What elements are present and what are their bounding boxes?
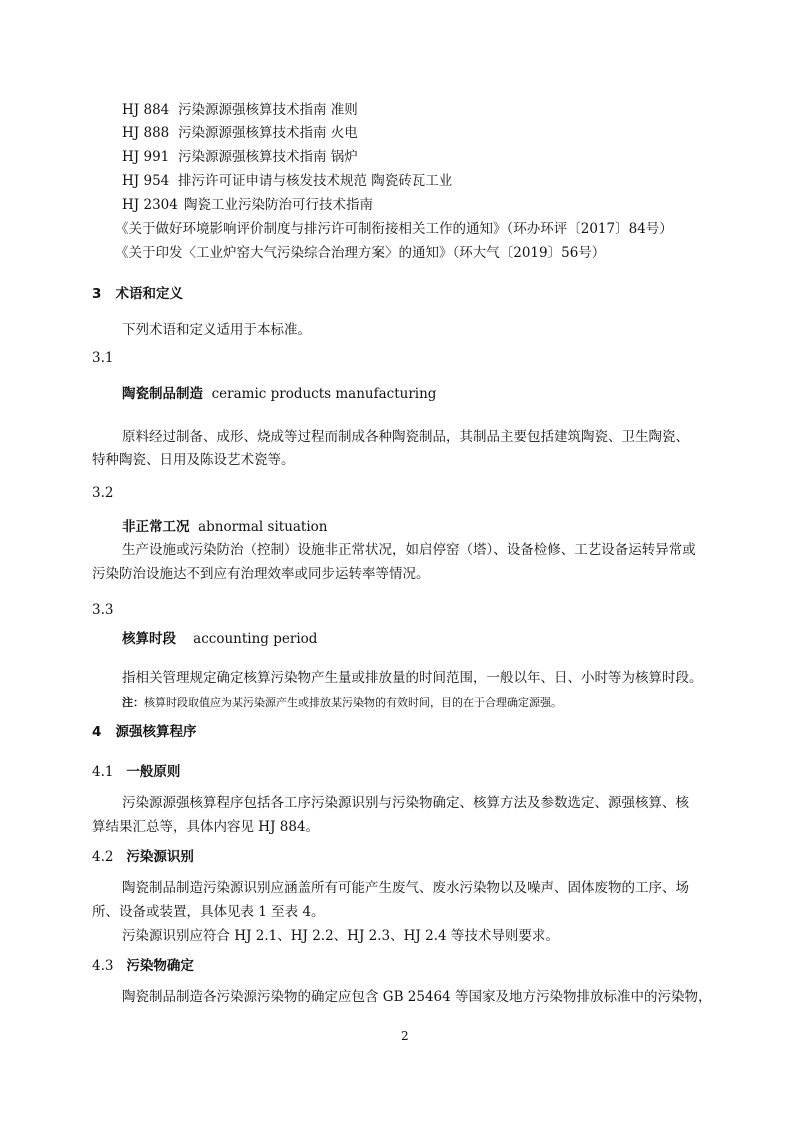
notice-reference: 《关于印发〈工业炉窑大气污染综合治理方案〉的通知》（环大气〔2019〕56号） bbox=[115, 245, 606, 261]
term-definition: 污染防治设施达不到应有治理效率或同步运转率等情况。 bbox=[92, 566, 430, 582]
term-definition: 生产设施或污染防治（控制）设施非正常状况，如启停窑（塔）、设备检修、工艺设备运转异常或 bbox=[122, 542, 696, 558]
subsection-number: 4.3 bbox=[92, 958, 114, 974]
section-heading bbox=[92, 723, 197, 741]
note-label: 注： bbox=[122, 696, 144, 709]
page-number: 2 bbox=[401, 1029, 409, 1043]
note-text: 核算时段取值应为某污染源产生或排放某污染物的有效时间，目的在于合理确定源强。 bbox=[144, 696, 562, 709]
subsection-heading bbox=[92, 848, 194, 866]
reference-item bbox=[122, 172, 452, 190]
term-heading bbox=[122, 518, 328, 536]
reference-code: HJ 991 bbox=[122, 149, 170, 165]
reference-title: 污染源源强核算技术指南 准则 bbox=[178, 102, 358, 118]
term-english: accounting period bbox=[193, 631, 318, 647]
reference-code: HJ 884 bbox=[122, 102, 170, 118]
reference-code: HJ 954 bbox=[122, 173, 170, 189]
reference-code: HJ 888 bbox=[122, 125, 170, 141]
section-number: 4 bbox=[92, 724, 102, 740]
section-heading bbox=[92, 285, 183, 303]
reference-title: 污染源源强核算技术指南 火电 bbox=[178, 125, 358, 141]
subsection-title: 污染源识别 bbox=[126, 849, 194, 865]
subsection-heading bbox=[92, 763, 180, 781]
reference-code: HJ 2304 bbox=[122, 197, 178, 213]
term-note bbox=[122, 694, 562, 712]
reference-item bbox=[122, 124, 358, 142]
reference-item bbox=[122, 101, 358, 119]
paragraph-line: 陶瓷制品制造各污染源污染物的确定应包含 GB 25464 等国家及地方污染物排放标准中的污染物， bbox=[122, 989, 712, 1005]
reference-title: 陶瓷工业污染防治可行技术指南 bbox=[184, 197, 373, 213]
term-definition: 特种陶瓷、日用及陈设艺术瓷等。 bbox=[92, 452, 295, 468]
term-heading bbox=[122, 630, 317, 648]
subsection-title: 一般原则 bbox=[126, 764, 181, 780]
paragraph-line: 污染源源强核算程序包括各工序污染源识别与污染物确定、核算方法及参数选定、源强核算、核 bbox=[122, 795, 689, 811]
section-title: 源强核算程序 bbox=[115, 724, 197, 740]
term-heading bbox=[122, 385, 436, 403]
paragraph-line: 算结果汇总等，具体内容见 HJ 884。 bbox=[92, 819, 320, 835]
term-number: 3.2 bbox=[92, 485, 114, 501]
section-intro: 下列术语和定义适用于本标准。 bbox=[122, 322, 311, 338]
subsection-number: 4.1 bbox=[92, 764, 114, 780]
term-number: 3.3 bbox=[92, 602, 114, 618]
paragraph-line: 陶瓷制品制造污染源识别应涵盖所有可能产生废气、废水污染物以及噪声、固体废物的工序、场 bbox=[122, 880, 689, 896]
term-chinese: 非正常工况 bbox=[122, 519, 190, 535]
term-number: 3.1 bbox=[92, 350, 114, 366]
subsection-title: 污染物确定 bbox=[126, 958, 194, 974]
term-definition: 原料经过制备、成形、烧成等过程而制成各种陶瓷制品，其制品主要包括建筑陶瓷、卫生陶瓷、 bbox=[122, 429, 689, 445]
section-number: 3 bbox=[92, 286, 102, 302]
term-definition: 指相关管理规定确定核算污染物产生量或排放量的时间范围，一般以年、日、小时等为核算时段。 bbox=[122, 670, 703, 686]
reference-item bbox=[122, 196, 373, 214]
reference-title: 污染源源强核算技术指南 锅炉 bbox=[178, 149, 358, 165]
paragraph-line: 所、设备或装置，具体见表 1 至表 4。 bbox=[92, 904, 325, 920]
reference-title: 排污许可证申请与核发技术规范 陶瓷砖瓦工业 bbox=[178, 173, 453, 189]
term-english: abnormal situation bbox=[198, 519, 328, 535]
subsection-heading bbox=[92, 957, 194, 975]
term-chinese: 陶瓷制品制造 bbox=[122, 386, 203, 402]
term-english: ceramic products manufacturing bbox=[211, 386, 437, 402]
section-title: 术语和定义 bbox=[115, 286, 184, 302]
term-chinese: 核算时段 bbox=[122, 631, 176, 647]
notice-reference: 《关于做好环境影响评价制度与排污许可制衔接相关工作的通知》（环办环评〔2017〕84号） bbox=[115, 221, 673, 237]
subsection-number: 4.2 bbox=[92, 849, 114, 865]
paragraph-line: 污染源识别应符合 HJ 2.1、HJ 2.2、HJ 2.3、HJ 2.4 等技术导则要求。 bbox=[122, 928, 559, 944]
reference-item bbox=[122, 148, 358, 166]
